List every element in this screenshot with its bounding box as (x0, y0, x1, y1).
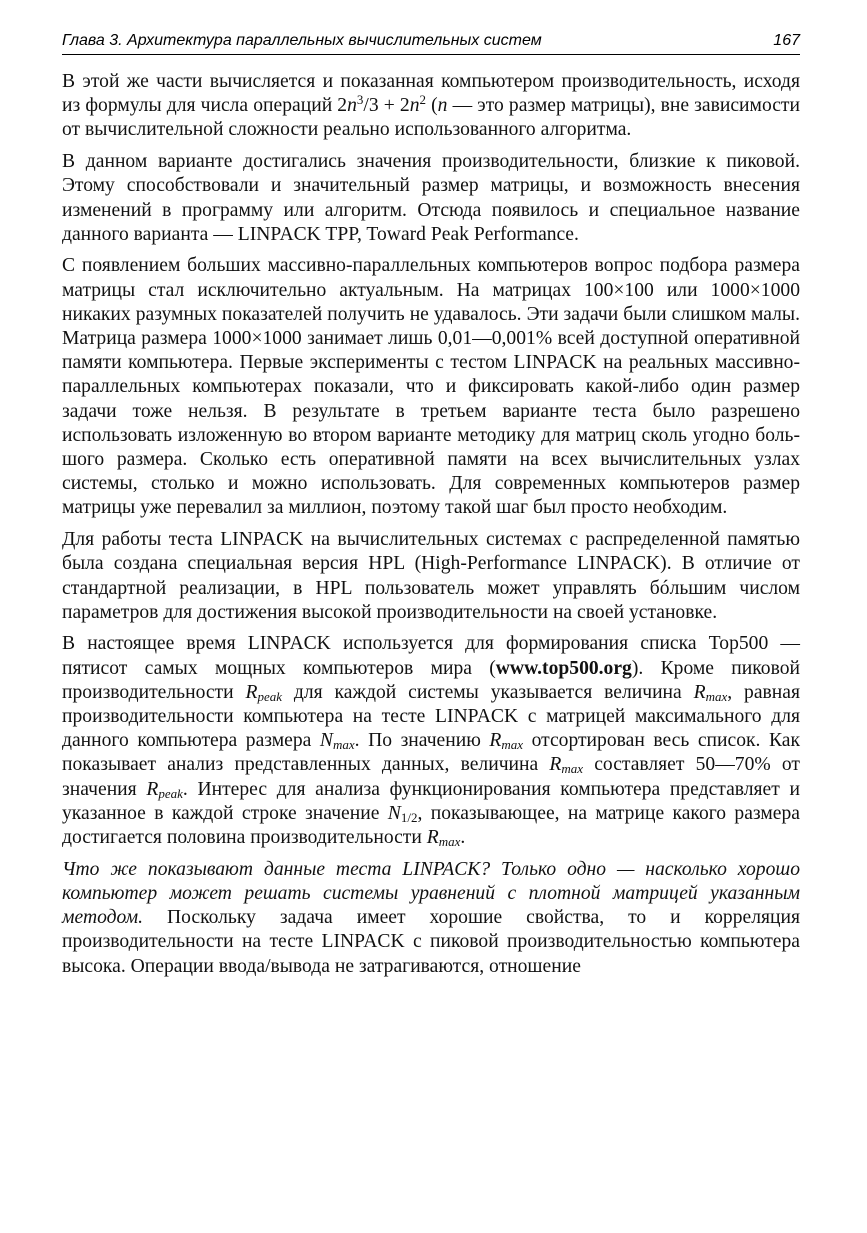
top500-link[interactable]: www.top500.org (495, 657, 632, 679)
chapter-title: Глава 3. Архитектура параллельных вычислительных систем (62, 32, 542, 49)
page-body (62, 70, 800, 986)
emphasis-text: Что же показывают данные теста LINPACK? Только одно — насколько хорошо компьютер может решать системы уравнений с плотной матрицей указанным методом. (62, 858, 800, 929)
page-number: 167 (773, 32, 800, 49)
paragraph-5: В настоящее время LINPACK используется для формирования списка Top500 — пятисот самых мощных компьютеров мира (www.top500.org). Кроме пиковой производительности $R_{peak}$ для каждой системы указывается величина $R_{max}$, равная производительности компьютера на тесте LINPACK с матрицей максимального для данного компьютера размера $N_{max}$. По значению $R_{max}$ отсортирован весь список. Как показывает анализ представленных данных, величина $R_{max}$ составляет 50—70% от значения $R_{peak}$. Интерес для анализа функционирования компьютера представляет и указанное в каждой строке значение $N_{1/2}$, показывающее, на матрице какого размера достигается половина производительности $R_{max}$. (62, 633, 801, 850)
paragraph-1: В этой же части вычисляется и показанная компьютером производительность, исходя из формулы для числа операций $2n^3/3 + 2n^2$ (n — это размер матрицы), вне зависимости от вычислительной сложности реально использованного алгоритма. (62, 71, 800, 141)
paragraph-3: С появлением больших массивно-параллельных компьютеров вопрос подбора размера матрицы стал исключительно актуальным. На матрицах 100×100 или 1000×1000 никаких разумных показателей получить не удавалось. Эти задачи были слишком малы. Матрица размера 1000×1000 занимает лишь 0,01—0,001% всей доступной оперативной памяти компьютера. Первые эксперименты с тестом LINPACK на реальных массивно-параллельных компьютерах показали, что и фиксировать какой-либо один размер задачи тоже нельзя. В результате в третьем варианте теста было разрешено использовать изложенную во втором варианте методику для матриц сколь угодно большого размера. Сколько есть оперативной памяти на всех вычислительных узлах системы, столько и можно использовать. Для современных компьютеров размер матрицы уже перевалил за миллион, поэтому такой шаг был просто необходим. (62, 255, 800, 519)
paragraph-2: В данном варианте достигались значения производительности, близкие к пиковой. Этому способствовали и значительный размер матрицы, и возможность внесения изменений в программу или алгоритм. Отсюда появилось и специальное название данного варианта — LINPACK TPP, Toward Peak Performance. (62, 151, 800, 245)
paragraph-6: Что же показывают данные теста LINPACK? Только одно — насколько хорошо компьютер может решать системы уравнений с плотной матрицей указанным методом. Поскольку задача имеет хорошие свойства, то и корреляция производительности на тесте LINPACK с пиковой производительностью компьютера высока. Операции ввода/вывода не затрагиваются, отношение (62, 858, 800, 977)
paragraph-4: Для работы теста LINPACK на вычислительных системах с распределенной памятью была создана специальная версия HPL (High-Performance LINPACK). В отличие от стандартной реализации, в HPL пользователь может управлять бóльшим числом параметров для достижения высокой производительности на своей установке. (62, 529, 800, 623)
running-header (62, 30, 800, 55)
